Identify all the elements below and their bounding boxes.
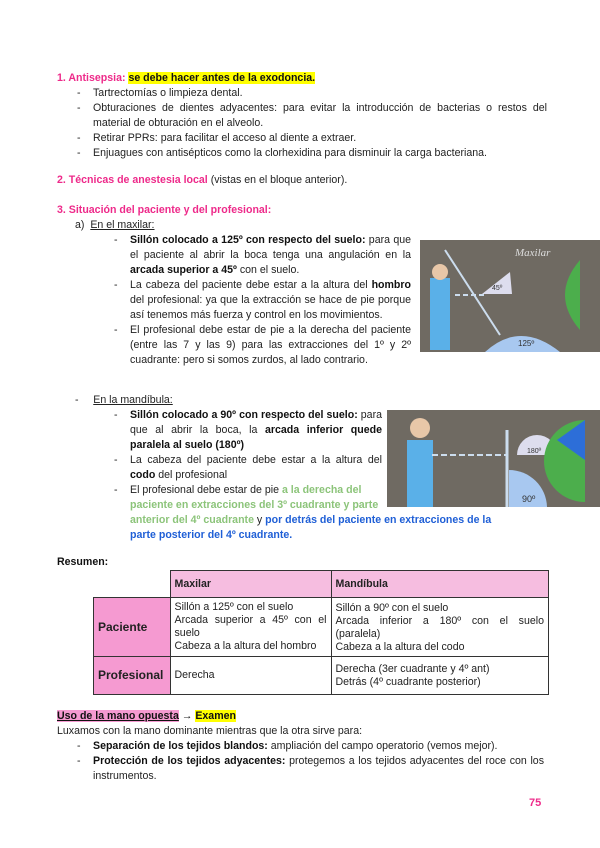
maxilar-list <box>114 233 411 368</box>
list-marker: a) <box>75 219 85 231</box>
section-title-text: 3. Situación del paciente y del profesional: <box>57 204 272 216</box>
list-item: - Sillón colocado a 125º con respecto del suelo: para que el paciente al abrir la boca tenga una angulación en la arcada superior a 45º con el suelo. <box>114 233 411 278</box>
list-item: - La cabeza del paciente debe estar a la altura del codo del profesional <box>114 453 494 483</box>
list-item: - Separación de los tejidos blandos: ampliación del campo operatorio (vemos mejor). <box>77 739 544 754</box>
section-mano-opuesta: Uso de la mano opuesta → Examen Luxamos con la mano dominante mientras que la otra sirve para: - Separación de los tejidos blandos: ampliación del campo operatorio (vemos mejor). - Protección de los tejidos adyacentes: protegemos a los tejidos adyacentes del roce con los instrumentos. <box>57 709 544 784</box>
table-cell: Sillón a 90º con el suelo Arcada inferior a 180º con el suelo (paralela) Cabeza a la altura del codo <box>331 598 549 657</box>
section-anestesia <box>57 173 347 188</box>
list-item: - Enjuagues con antisépticos como la clorhexidina para disminuir la carga bacteriana. <box>77 146 547 161</box>
table-cell: Derecha <box>170 657 331 695</box>
mandibula-position-photo <box>387 410 600 507</box>
summary-table <box>93 570 549 695</box>
list-item: - Obturaciones de dientes adyacentes: para evitar la introducción de bacterias o restos del material de obturación en el alveolo. <box>77 101 547 131</box>
list-item: - Tartrectomías o limpieza dental. <box>77 86 547 101</box>
list-item: - Retirar PPRs: para facilitar el acceso al diente a extraer. <box>77 131 547 146</box>
summary-label: Resumen: <box>57 556 109 568</box>
table-row <box>94 598 549 657</box>
section-note: (vistas en el bloque anterior). <box>207 174 348 186</box>
section-title: 1. Antisepsia: <box>57 72 126 84</box>
subsection-label: En la mandíbula: <box>93 394 173 406</box>
angle-label: 45º <box>492 285 503 292</box>
angle-label: 125º <box>518 339 535 348</box>
photo-title: Maxilar <box>515 247 551 259</box>
angle-label: 180º <box>527 448 542 455</box>
section-title <box>57 203 271 218</box>
column-header: Mandíbula <box>331 571 549 598</box>
page-number: 75 <box>529 797 542 809</box>
column-header: Maxilar <box>170 571 331 598</box>
exam-badge: Examen <box>195 710 236 722</box>
table-cell: Derecha (3er cuadrante y 4º ant) Detrás (4º cuadrante posterior) <box>331 657 549 695</box>
row-header: Paciente <box>94 598 171 657</box>
maxilar-position-photo <box>420 240 600 352</box>
subsection-mandibula: - En la mandíbula: <box>75 394 173 406</box>
subsection-label: En el maxilar: <box>90 219 155 231</box>
table-cell: Sillón a 125º con el suelo Arcada superior a 45º con el suelo Cabeza a la altura del hombro <box>170 598 331 657</box>
section-title: Uso de la mano opuesta <box>57 710 179 722</box>
table-row <box>94 657 549 695</box>
list-item: - Sillón colocado a 90º con respecto del suelo: para que al abrir la boca, la arcada inferior quede paralela al suelo (180º) <box>114 408 494 453</box>
subsection-maxilar <box>75 218 155 233</box>
angle-label: 90º <box>522 494 536 504</box>
intro-text: Luxamos con la mano dominante mientras que la otra sirve para: <box>57 725 363 737</box>
section-title: 2. Técnicas de anestesia local <box>57 174 208 186</box>
section-antisepsia <box>57 71 547 161</box>
highlight-text: se debe hacer antes de la exodoncia. <box>128 72 316 84</box>
list-item: - El profesional debe estar de pie a la derecha del paciente (entre las 7 y las 9) para las extracciones del 1º y 2º cuadrante: pero si somos zurdos, al lado contrario. <box>114 323 411 368</box>
list-item: - La cabeza del paciente debe estar a la altura del hombro del profesional: ya que la extracción se hace de pie porque así tenemos más fuerza y control en los movimientos. <box>114 278 411 323</box>
list-item: - El profesional debe estar de pie a la derecha del paciente en extracciones del 3º cuadrante y parte anterior del 4º cuadrante y por detrás del paciente en extracciones de la parte posterior del 4º cuadrante. <box>114 483 494 543</box>
row-header: Profesional <box>94 657 171 695</box>
list-item: - Protección de los tejidos adyacentes: protegemos a los tejidos adyacentes del roce con los instrumentos. <box>77 754 544 784</box>
